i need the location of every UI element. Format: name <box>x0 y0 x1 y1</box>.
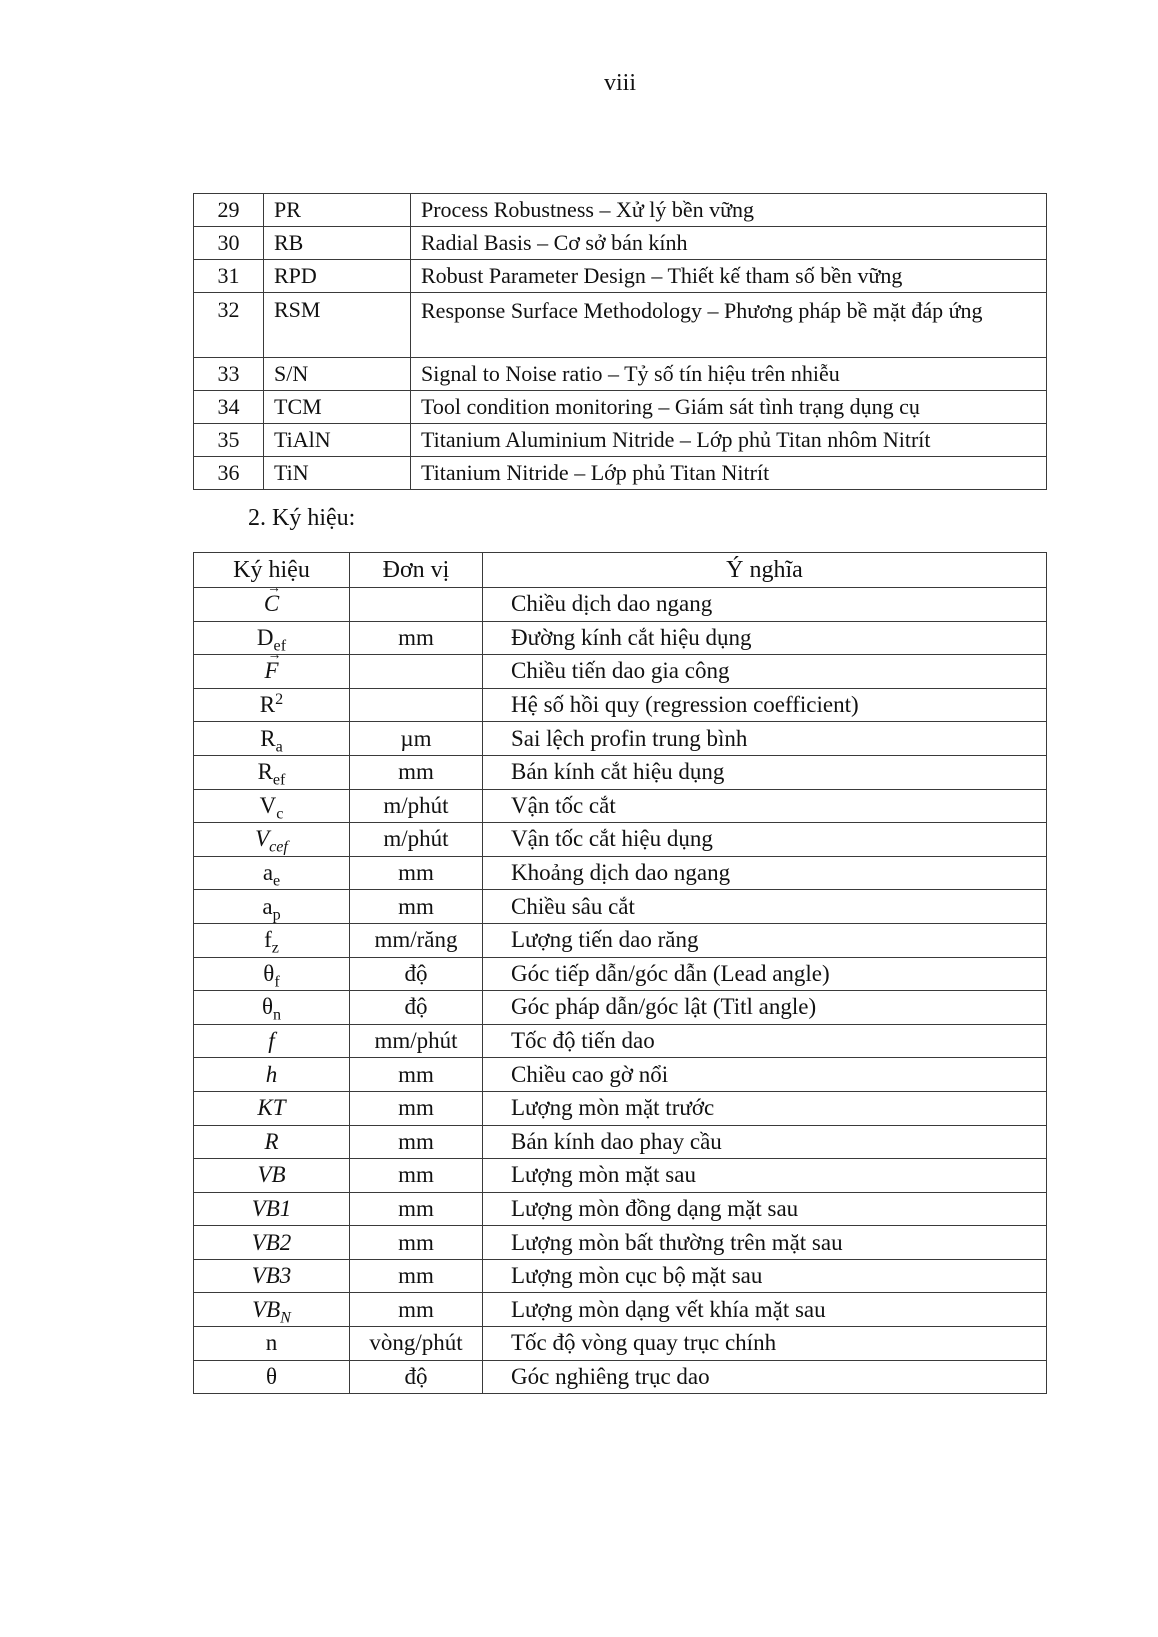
symbol-meaning: Chiều sâu cắt <box>483 890 1047 924</box>
symbol-meaning: Tốc độ vòng quay trục chính <box>483 1327 1047 1361</box>
symbol-cell <box>194 581 350 622</box>
symbol-meaning: Chiều cao gờ nổi <box>483 1058 1047 1092</box>
symbol-row <box>194 1259 1047 1293</box>
symbol-unit: m/phút <box>350 789 483 823</box>
symbol-unit: mm <box>350 1091 483 1125</box>
abbreviation-description: Radial Basis – Cơ sở bán kính <box>411 227 1047 260</box>
abbreviation-number: 30 <box>194 227 264 260</box>
symbol-meaning: Lượng mòn dạng vết khía mặt sau <box>483 1293 1047 1327</box>
abbreviation-number: 33 <box>194 358 264 391</box>
symbol-cell <box>194 755 350 789</box>
section-heading-symbols: 2. Ký hiệu: <box>248 505 356 531</box>
symbol-base: VB <box>257 1162 286 1188</box>
symbol-subscript: cef <box>269 839 288 857</box>
abbreviation-number: 31 <box>194 260 264 293</box>
symbol-unit: mm <box>350 1259 483 1293</box>
symbol-cell <box>194 789 350 823</box>
symbol-cell <box>194 991 350 1025</box>
symbol-cell <box>194 1360 350 1394</box>
abbreviation-code: TiAlN <box>264 424 411 457</box>
symbol-meaning: Hệ số hồi quy (regression coefficient) <box>483 688 1047 722</box>
symbol <box>264 648 282 684</box>
abbreviation-description: Titanium Aluminium Nitride – Lớp phủ Titan nhôm Nitrít <box>411 424 1047 457</box>
symbol-subscript: e <box>273 872 281 890</box>
symbol-cell <box>194 1226 350 1260</box>
symbol-meaning: Góc nghiêng trục dao <box>483 1360 1047 1394</box>
symbol-cell <box>194 923 350 957</box>
vector-symbol <box>263 581 281 617</box>
abbreviation-description: Titanium Nitride – Lớp phủ Titan Nitrít <box>411 457 1047 490</box>
symbol-row <box>194 688 1047 722</box>
symbol-meaning: Lượng mòn bất thường trên mặt sau <box>483 1226 1047 1260</box>
symbol-cell <box>194 856 350 890</box>
symbol <box>259 792 284 823</box>
symbol-unit: độ <box>350 957 483 991</box>
symbol-meaning: Góc pháp dẫn/góc lật (Titl angle) <box>483 991 1047 1025</box>
symbol <box>266 1364 277 1389</box>
symbol-base: VB1 <box>251 1195 292 1221</box>
symbol <box>264 1129 278 1154</box>
symbol-unit: độ <box>350 991 483 1025</box>
symbol-meaning: Bán kính dao phay cầu <box>483 1125 1047 1159</box>
symbol-cell <box>194 648 350 689</box>
symbol-meaning: Đường kính cắt hiệu dụng <box>483 621 1047 655</box>
symbol-row <box>194 655 1047 689</box>
symbol-row <box>194 755 1047 789</box>
symbol-unit: mm <box>350 1192 483 1226</box>
symbol-base: h <box>265 1061 278 1087</box>
abbreviation-description: Tool condition monitoring – Giám sát tình trạng dụng cụ <box>411 391 1047 424</box>
symbol-unit: mm <box>350 890 483 924</box>
symbol <box>257 759 286 789</box>
symbol-cell <box>194 722 350 756</box>
symbol-row <box>194 1293 1047 1327</box>
symbol-row <box>194 856 1047 890</box>
symbol-unit: mm <box>350 621 483 655</box>
symbol <box>252 1296 291 1327</box>
symbol-superscript: 2 <box>275 691 284 709</box>
symbol-unit: m/phút <box>350 823 483 857</box>
symbol-cell <box>194 890 350 924</box>
symbol-base: C <box>263 591 280 617</box>
symbol-base: θ <box>263 960 275 986</box>
symbol-meaning: Chiều tiến dao gia công <box>483 655 1047 689</box>
symbol-unit: mm <box>350 1159 483 1193</box>
abbreviation-number: 35 <box>194 424 264 457</box>
symbol-row <box>194 890 1047 924</box>
symbol-row <box>194 1091 1047 1125</box>
symbol-row <box>194 823 1047 857</box>
symbol-cell <box>194 1159 350 1193</box>
symbol <box>262 860 281 890</box>
symbol-base: a <box>262 860 274 886</box>
abbreviation-number: 36 <box>194 457 264 490</box>
abbreviation-description: Response Surface Methodology – Phương pháp bề mặt đáp ứng <box>411 293 1047 358</box>
symbol-unit: mm <box>350 856 483 890</box>
symbol-cell <box>194 1024 350 1058</box>
symbol-cell <box>194 1192 350 1226</box>
symbol-row <box>194 1024 1047 1058</box>
symbol-unit <box>350 588 483 622</box>
symbol-row <box>194 1360 1047 1394</box>
symbol-row <box>194 1159 1047 1193</box>
symbol <box>264 927 279 957</box>
symbol-meaning: Bán kính cắt hiệu dụng <box>483 755 1047 789</box>
symbol-row <box>194 789 1047 823</box>
abbreviation-description: Process Robustness – Xử lý bền vững <box>411 194 1047 227</box>
symbol-base: R <box>260 725 276 751</box>
symbol-cell <box>194 1259 350 1293</box>
page-number: viii <box>603 70 636 96</box>
symbol-subscript: n <box>272 1007 282 1025</box>
header-meaning: Ý nghĩa <box>483 553 1047 588</box>
symbol <box>266 1330 278 1355</box>
symbol <box>256 624 287 655</box>
symbol <box>257 1095 285 1120</box>
abbreviation-code: RB <box>264 227 411 260</box>
symbol-cell <box>194 1058 350 1092</box>
abbreviation-row <box>194 358 1047 391</box>
symbol-subscript: ef <box>272 771 286 789</box>
symbol-meaning: Lượng mòn cục bộ mặt sau <box>483 1259 1047 1293</box>
symbol-base: VB2 <box>251 1229 292 1255</box>
symbol-subscript: a <box>275 738 283 756</box>
symbol-row <box>194 722 1047 756</box>
symbol-base: VB3 <box>251 1263 292 1289</box>
symbol-unit: mm <box>350 1293 483 1327</box>
symbol <box>261 994 282 1025</box>
abbreviation-number: 34 <box>194 391 264 424</box>
abbreviation-row <box>194 457 1047 490</box>
symbol <box>260 725 283 756</box>
abbreviations-table <box>193 193 1047 490</box>
symbol-cell <box>194 823 350 857</box>
symbol-base: V <box>259 792 277 818</box>
abbreviation-code: TiN <box>264 457 411 490</box>
symbol <box>266 1062 278 1087</box>
symbol-base: a <box>262 893 273 919</box>
abbreviation-code: RSM <box>264 293 411 358</box>
symbol-row <box>194 1192 1047 1226</box>
symbol-unit: mm <box>350 1058 483 1092</box>
abbreviation-row <box>194 391 1047 424</box>
abbreviation-row <box>194 293 1047 358</box>
abbreviation-code: TCM <box>264 391 411 424</box>
symbols-table <box>193 552 1047 1394</box>
symbol-meaning: Chiều dịch dao ngang <box>483 588 1047 622</box>
symbol-unit: mm/răng <box>350 923 483 957</box>
symbol-unit: mm <box>350 1226 483 1260</box>
symbol-meaning: Vận tốc cắt <box>483 789 1047 823</box>
symbol-meaning: Lượng mòn mặt trước <box>483 1091 1047 1125</box>
symbol-unit: mm/phút <box>350 1024 483 1058</box>
header-unit: Đơn vị <box>350 553 483 588</box>
vector-arrow-icon: → <box>267 581 281 597</box>
symbol <box>255 826 288 857</box>
symbol-base: R <box>264 1128 279 1154</box>
symbol <box>263 581 281 617</box>
symbol-subscript: p <box>272 906 281 924</box>
symbol-cell <box>194 688 350 722</box>
symbols-table-header <box>194 553 1047 588</box>
symbol-base: KT <box>257 1095 286 1121</box>
abbreviation-row <box>194 194 1047 227</box>
abbreviation-description: Robust Parameter Design – Thiết kế tham số bền vững <box>411 260 1047 293</box>
symbol-row <box>194 991 1047 1025</box>
symbol-base: R <box>259 692 276 718</box>
symbol-row <box>194 1327 1047 1361</box>
abbreviation-code: S/N <box>264 358 411 391</box>
symbol <box>268 1028 274 1053</box>
symbol-base: D <box>256 624 274 650</box>
symbol-subscript: N <box>280 1309 291 1327</box>
symbol-meaning: Sai lệch profin trung bình <box>483 722 1047 756</box>
symbol <box>257 1162 285 1187</box>
symbol-subscript: f <box>274 973 280 991</box>
symbol-meaning: Lượng mòn mặt sau <box>483 1159 1047 1193</box>
symbol-base: F <box>264 658 279 684</box>
abbreviation-row <box>194 227 1047 260</box>
symbol-row <box>194 621 1047 655</box>
symbol-base: n <box>265 1330 278 1356</box>
symbol <box>260 692 283 717</box>
symbol-base: f <box>268 1028 275 1054</box>
symbol <box>252 1230 292 1255</box>
abbreviation-code: PR <box>264 194 411 227</box>
symbol-cell <box>194 1293 350 1327</box>
symbol-unit: µm <box>350 722 483 756</box>
symbol-base: θ <box>261 994 273 1020</box>
symbol-base: R <box>257 759 273 785</box>
symbol-meaning: Tốc độ tiến dao <box>483 1024 1047 1058</box>
abbreviation-description: Signal to Noise ratio – Tỷ số tín hiệu trên nhiễu <box>411 358 1047 391</box>
symbol-meaning: Lượng mòn đồng dạng mặt sau <box>483 1192 1047 1226</box>
symbol-meaning: Khoảng dịch dao ngang <box>483 856 1047 890</box>
symbol-unit <box>350 655 483 689</box>
symbol <box>263 960 280 991</box>
symbol-meaning: Lượng tiến dao răng <box>483 923 1047 957</box>
symbol-row <box>194 1058 1047 1092</box>
symbol-cell <box>194 1327 350 1361</box>
symbol-unit: vòng/phút <box>350 1327 483 1361</box>
symbol-cell <box>194 1091 350 1125</box>
symbol-meaning: Góc tiếp dẫn/góc dẫn (Lead angle) <box>483 957 1047 991</box>
vector-symbol <box>264 648 282 684</box>
symbol-base: θ <box>265 1363 278 1389</box>
symbol-row <box>194 1125 1047 1159</box>
abbreviation-code: RPD <box>264 260 411 293</box>
symbol-row <box>194 1226 1047 1260</box>
symbol-base: V <box>255 826 270 852</box>
vector-arrow-icon: → <box>267 648 282 664</box>
symbol <box>262 893 281 924</box>
symbol <box>252 1196 292 1221</box>
symbol-unit: độ <box>350 1360 483 1394</box>
symbol-unit <box>350 688 483 722</box>
symbol-row <box>194 923 1047 957</box>
header-symbol: Ký hiệu <box>194 553 350 588</box>
symbol-unit: mm <box>350 1125 483 1159</box>
abbreviation-number: 29 <box>194 194 264 227</box>
symbol-meaning: Vận tốc cắt hiệu dụng <box>483 823 1047 857</box>
symbol <box>252 1263 292 1288</box>
symbol-subscript: ef <box>273 637 287 655</box>
symbol-unit: mm <box>350 755 483 789</box>
symbol-subscript: z <box>271 939 279 957</box>
symbol-base: VB <box>252 1296 281 1322</box>
symbol-subscript: c <box>276 805 284 823</box>
symbol-cell <box>194 1125 350 1159</box>
abbreviation-row <box>194 260 1047 293</box>
symbol-base: f <box>264 927 272 953</box>
symbol-row <box>194 957 1047 991</box>
symbol-row <box>194 588 1047 622</box>
abbreviation-number: 32 <box>194 293 264 358</box>
abbreviation-row <box>194 424 1047 457</box>
symbol-cell <box>194 957 350 991</box>
